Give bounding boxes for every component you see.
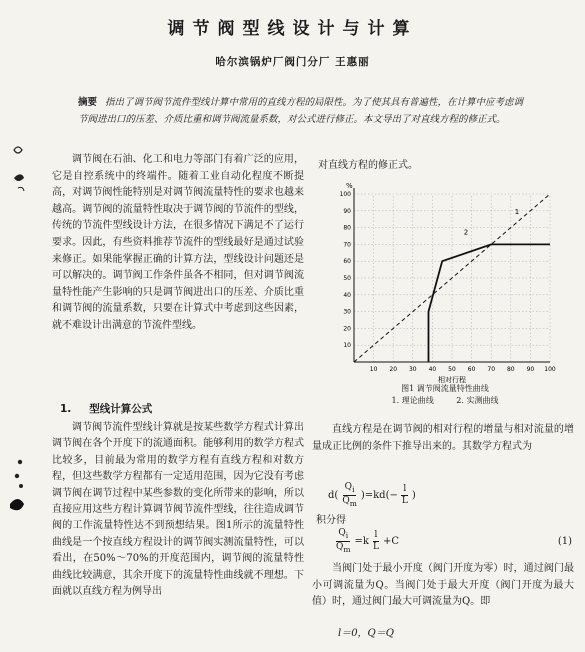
eq1-num-q-sub: i <box>352 484 355 494</box>
y-axis-label: % <box>346 182 353 190</box>
eq2-den-q-sub: m <box>343 544 351 554</box>
eq1-right: ) <box>411 489 416 501</box>
author-affiliation: 哈尔滨锅炉厂阀门分厂 王惠丽 <box>215 56 370 68</box>
right-column-text-2 <box>312 561 574 611</box>
x-tick-label: 20 <box>389 366 398 373</box>
eq1-num-l: l <box>403 483 407 494</box>
equation-number: (1) <box>557 535 572 547</box>
eq2-mid: =k <box>354 535 369 547</box>
left-column-intro <box>52 152 304 335</box>
x-axis-label: 相对行程 <box>438 376 466 384</box>
section-number: 1. <box>60 403 72 415</box>
y-tick-label: 90 <box>343 207 351 215</box>
figure-legend <box>330 395 560 407</box>
figure-caption: 图1 调节阀流量特性曲线 <box>401 384 489 393</box>
y-tick-label: 50 <box>343 275 351 282</box>
x-tick-label: 100 <box>544 366 556 373</box>
eq2-num-q: Q <box>338 528 346 538</box>
eq1-left: d( <box>328 489 339 501</box>
equation-1 <box>332 528 572 555</box>
eq1-den-q: Q <box>342 495 350 506</box>
equation-differential <box>328 482 416 509</box>
y-tick-label: 10 <box>343 342 351 350</box>
x-tick-label: 30 <box>408 366 417 373</box>
y-tick-label: 20 <box>343 325 351 333</box>
x-tick-label: 50 <box>448 366 456 373</box>
y-tick-label: 100 <box>339 191 351 198</box>
series-measured-line <box>428 244 550 362</box>
right-column-text-1 <box>312 422 574 455</box>
eq1-stroke-fraction <box>400 484 410 507</box>
eq2-num-l: l <box>374 529 378 540</box>
abstract-text: 指出了调节阀节流件型线计算中常用的直线方程的局限性。为了使其具有普遍性，在计算中应考虑调节阀进出口的压差、介质比重和调节阀流量系数，对公式进行修正。本文导出了对直线方程的修正式。 <box>78 97 524 125</box>
right-intro-line: 对直线方程的修正式。 <box>318 160 418 171</box>
linear-equation-paragraph: 直线方程是在调节阀的相对行程的增量与相对流量的增量成正比例的条件下推导出来的。其数学方程式为 <box>312 424 574 452</box>
y-tick-label: 70 <box>343 241 351 249</box>
curve-label-1: 1 <box>514 208 520 217</box>
eq2-den-l: L <box>372 541 379 552</box>
figure-1-chart <box>330 178 560 408</box>
eq1-mid: )=kd(− <box>360 489 398 501</box>
legend-measured: 2. 实测曲线 <box>456 396 499 405</box>
x-tick-label: 10 <box>369 366 378 373</box>
x-tick-label: 70 <box>487 366 496 373</box>
x-tick-label: 40 <box>428 366 437 373</box>
eq2-right: +C <box>382 535 399 547</box>
figure-caption-block <box>330 383 560 407</box>
y-tick-label: 40 <box>343 291 351 299</box>
y-tick-label: 80 <box>343 224 351 232</box>
min-max-flow-paragraph: 当阀门处于最小开度（阀门开度为零）时，通过阀门最小可调流量为Q。当阀门处于最大开度（阀门开度为最大值）时，通过阀门最大可调流量为Q。即 <box>312 563 574 608</box>
abstract <box>78 94 530 128</box>
eq1-den-q-sub: m <box>349 498 357 508</box>
curve-label-2: 2 <box>463 228 469 237</box>
integral-label: 积分得 <box>316 515 346 526</box>
section-title: 型线计算公式 <box>89 403 153 415</box>
eq2-num-q-sub: i <box>345 530 349 540</box>
paper-title: 调节阀型线设计与计算 <box>167 19 418 39</box>
abstract-label: 摘要 <box>78 97 98 108</box>
eq2-stroke-fraction <box>371 530 381 553</box>
eq1-den-l: L <box>401 495 408 506</box>
section-paragraph: 调节阀节流件型线计算就是按某些数学方程式计算出调节阀在各个开度下的流通面积。能够利用的数学方程式比较多，目前最为常用的数学方程有直线方程和对数方程，但这些数学方程都有一定适用范围，因为它没有考虑调节阀在调节过程中某些参数的变化所带来的影响，所以直接应用这些方程计算调节阀节流件型线，往往造成调节阀的工作流量特性达不到预想结果。图1所示的流量特性曲线是一个按直线方程设计的调节阀实测流量特性，可以看出，在50%～70%的开度范围内，调节阀的流量特性曲线比较满意，其余开度下的流量特性曲线就不理想。下面就以直线方程为例导出 <box>52 422 304 598</box>
eq2-den-q: Q <box>336 541 344 552</box>
eq1-flow-fraction <box>340 482 359 509</box>
left-column-section <box>52 420 304 600</box>
y-tick-label: 30 <box>343 308 351 316</box>
x-tick-label: 90 <box>526 366 535 373</box>
margin-ink-marks <box>0 0 40 652</box>
eq2-flow-fraction <box>334 528 353 555</box>
y-tick-label: 60 <box>343 258 351 266</box>
x-tick-label: 80 <box>506 366 515 373</box>
legend-theory: 1. 理论曲线 <box>391 396 434 405</box>
boundary-condition: l＝0，Q＝Q <box>338 628 394 639</box>
section-heading <box>60 401 152 416</box>
eq1-num-q: Q <box>344 482 353 492</box>
intro-paragraph: 调节阀在石油、化工和电力等部门有着广泛的应用，它是自控系统中的终端件。随着工业自动化程度不断提高，对调节阀性能特别是对调节阀流量特性的要求也越来越高。调节阀的流量特性取决于调节阀的节流件的型线，传统的节流件型线设计方法，在很多情况下满足不了运行要求。因此，有些资料推荐节流件的型线最好是通过试验来修正。如果能掌握正确的计算方法，型线设计问题还是可以解决的。调节阀工作条件虽各不相同，但对调节阀流量特性能产生影响的只是调节阀进出口的压差、介质比重和调节阀的流量系数，只要在计算式中考虑到这些因素，就不难设计出满意的节流件型线。 <box>52 154 304 331</box>
x-tick-label: 60 <box>467 366 476 373</box>
